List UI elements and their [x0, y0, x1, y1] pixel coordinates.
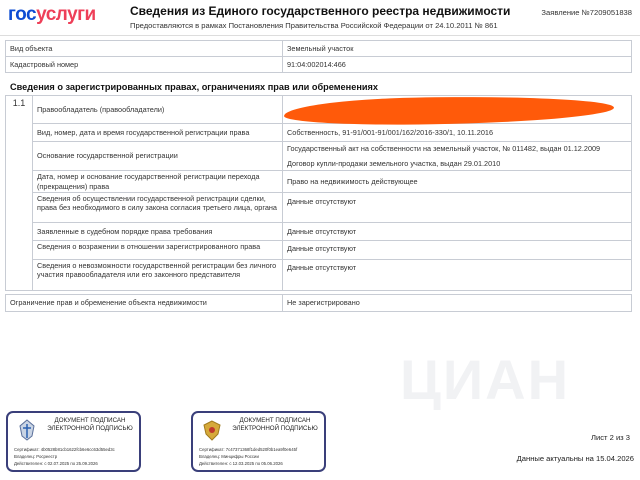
- value: Право на недвижимость действующее: [283, 171, 632, 193]
- logo-part1: гос: [8, 4, 37, 25]
- stamp-certificate: Сертификат: 7c47371368f1ded520f0b1ea9f0e645f: [199, 447, 298, 452]
- gosuslugi-logo: [8, 4, 96, 26]
- stamp-heading: ДОКУМЕНТ ПОДПИСАН ЭЛЕКТРОННОЙ ПОДПИСЬЮ: [47, 417, 133, 433]
- entry-number: 1.1: [6, 96, 33, 291]
- sheet-number: Лист 2 из 3: [591, 433, 630, 442]
- label: Основание государственной регистрации: [33, 142, 283, 171]
- object-table: [5, 40, 632, 73]
- value: Государственный акт на собственности на земельный участок, № 011482, выдан 01.12.2009: [287, 144, 601, 154]
- value: Земельный участок: [283, 41, 632, 57]
- data-actual-date: Данные актуальны на 15.04.2026: [516, 454, 634, 463]
- stamp-heading: ДОКУМЕНТ ПОДПИСАН ЭЛЕКТРОННОЙ ПОДПИСЬЮ: [232, 417, 318, 433]
- stamp-owner: Владелец: Росреестр: [14, 454, 58, 459]
- header-divider: [0, 35, 640, 36]
- application-number: Заявление №7209051838: [541, 8, 632, 17]
- value-cell: [283, 142, 632, 171]
- table-row: [6, 142, 632, 171]
- label: Дата, номер и основание государственной регистрации перехода (прекращения) права: [33, 171, 283, 193]
- rights-section: [5, 95, 632, 312]
- label: Вид объекта: [6, 41, 283, 57]
- stamp-certificate: Сертификат: 4b0528b81cb1622fcb6e6cc63d55ed3c: [14, 447, 115, 452]
- table-row: [6, 41, 632, 57]
- label: Правообладатель (правообладатели): [33, 96, 283, 124]
- stamp-validity: Действителен: с 02.07.2025 по 25.09.2026: [14, 461, 98, 466]
- document-title: Сведения из Единого государственного реестра недвижимости: [130, 4, 511, 18]
- rights-heading: Сведения о зарегистрированных правах, ограничениях прав или обременениях: [10, 82, 378, 92]
- watermark: ЦИАН: [400, 348, 571, 411]
- label: Сведения о возражении в отношении зарегистрированного права: [33, 241, 283, 260]
- signature-stamp-rosreestr: [6, 411, 141, 472]
- label: Вид, номер, дата и время государственной регистрации права: [33, 124, 283, 142]
- table-row: [6, 260, 632, 291]
- stamp-owner: Владелец: Минцифры России: [199, 454, 259, 459]
- table-row: [6, 171, 632, 193]
- table-row: [6, 223, 632, 241]
- document-subtitle: Предоставляются в рамках Постановления Правительства Российской Федерации от 24.10.2011 № 861: [130, 21, 498, 30]
- restriction-table: [5, 294, 632, 312]
- logo-part2: услуги: [36, 4, 96, 25]
- value: Не зарегистрировано: [283, 295, 632, 312]
- value-2: Договор купли-продажи земельного участка, выдан 29.01.2010: [287, 158, 501, 168]
- value: 91:04:002014:466: [283, 57, 632, 73]
- label: Ограничение прав и обременение объекта недвижимости: [6, 295, 283, 312]
- table-row: [6, 193, 632, 223]
- signature-stamp-mincifry: [191, 411, 326, 472]
- table-row: [6, 57, 632, 73]
- label: Кадастровый номер: [6, 57, 283, 73]
- value: Данные отсутствуют: [283, 260, 632, 291]
- rosreestr-emblem-icon: [16, 418, 38, 442]
- value: Данные отсутствуют: [283, 241, 632, 260]
- label: Сведения о невозможности государственной регистрации без личного участия правообладателя или его законного представителя: [33, 260, 283, 291]
- label: Сведения об осуществлении государственной регистрации сделки, права без необходимого в силу закона согласия третьего лица, органа: [33, 193, 283, 223]
- table-row: [6, 241, 632, 260]
- table-row: [6, 295, 632, 312]
- value: Данные отсутствуют: [283, 193, 632, 223]
- stamp-validity: Действителен: с 12.03.2025 по 05.06.2026: [199, 461, 283, 466]
- label: Заявленные в судебном порядке права требования: [33, 223, 283, 241]
- rights-table: [5, 95, 632, 291]
- coat-of-arms-icon: [201, 418, 223, 442]
- value: Собственность, 91-91/001-91/001/162/2016-330/1, 10.11.2016: [283, 124, 632, 142]
- table-row: [6, 124, 632, 142]
- value: Данные отсутствуют: [283, 223, 632, 241]
